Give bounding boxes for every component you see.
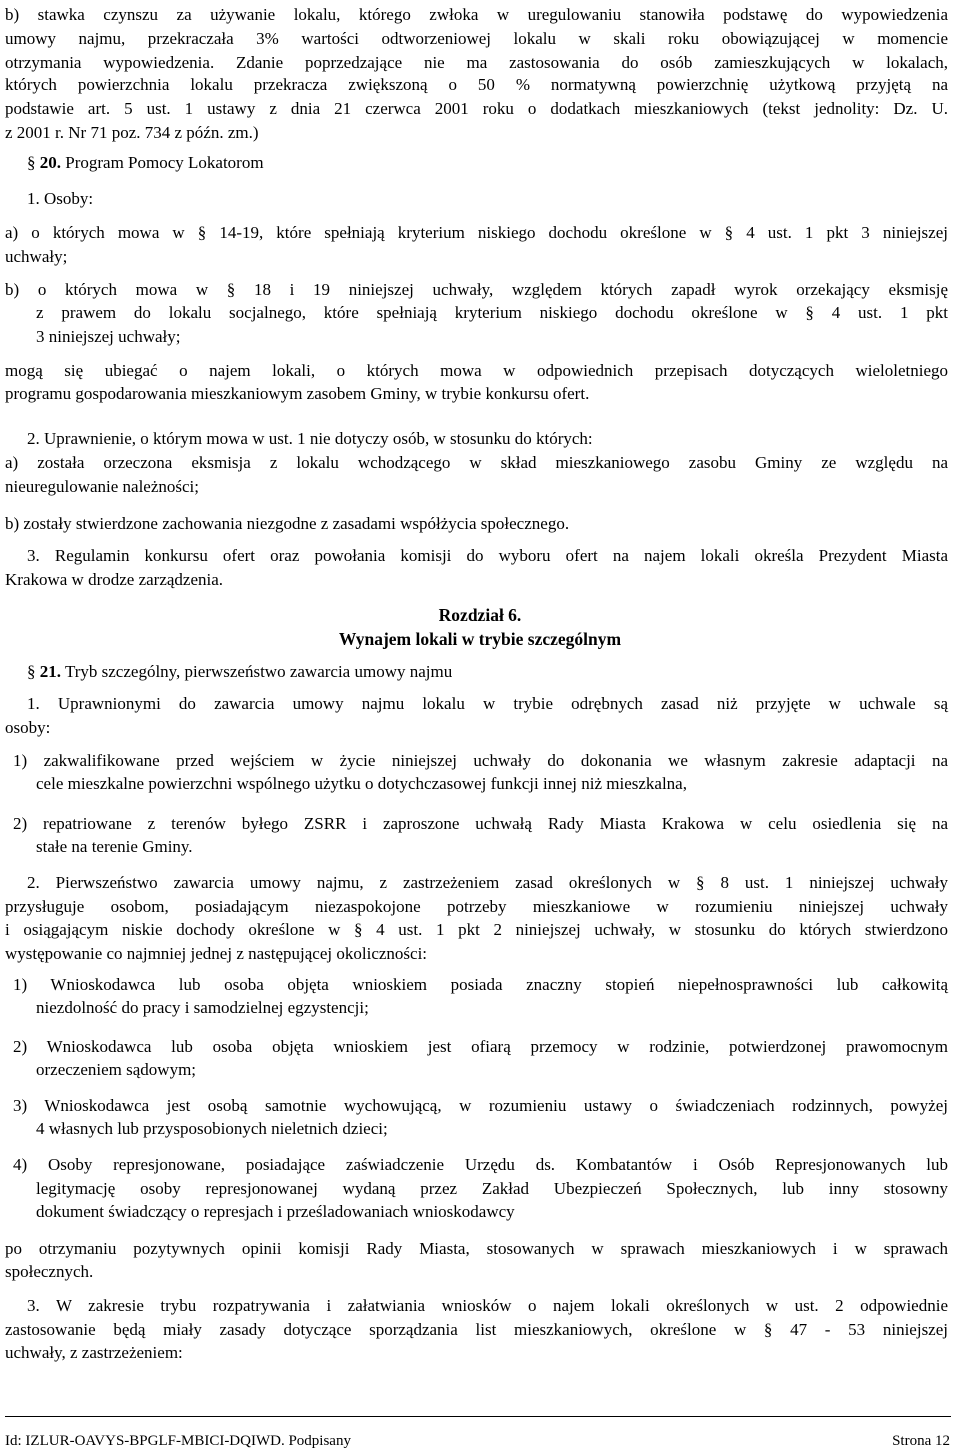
s20-mog-line: mogą się ubiegać o najem lokali, o których mowa w odpowiednich przepisach dotyczących wieloletniego (5, 361, 948, 380)
s21-1-2-line: stałe na terenie Gminy. (36, 837, 193, 856)
p1-line: umowy najmu, przekraczała 3% wartości odtworzeniowej lokalu w skali roku obowiązującej w momencie (5, 29, 948, 48)
p1-line: z 2001 r. Nr 71 poz. 734 z późn. zm.) (5, 123, 259, 142)
s21-3-line: zastosowanie będą miały zasady dotyczące sporządzania list mieszkaniowych, określone w § 47 - 53 niniejszej (5, 1320, 948, 1339)
section-number: 21. (39, 662, 61, 681)
s21-2-line: występowanie co najmniej jednej z następującej okoliczności: (5, 944, 428, 963)
section-sign: § (27, 662, 40, 681)
s21-2-3-line: 4 własnych lub przysposobionych nieletnich dzieci; (36, 1119, 388, 1138)
s20-b-line: b) o których mowa w § 18 i 19 niniejszej uchwały, względem których zapadł wyrok orzekający eksmisję (5, 280, 948, 299)
p1-line: otrzymania wypowiedzenia. Zdanie poprzedzające nie ma zastosowania do osób zamieszkujących w lokalach, (5, 53, 948, 72)
s21-2-4-line: dokument świadczący o represjach i prześladowaniach wnioskodawcy (36, 1202, 515, 1221)
s20-2a-line: a) została orzeczona eksmisja z lokalu wchodzącego w skład mieszkaniowego zasobu Gminy ze względu na (5, 453, 948, 472)
s20-a-line: a) o których mowa w § 14-19, które spełniają kryterium niskiego dochodu określone w § 4 ust. 1 pkt 3 niniejszej (5, 223, 948, 242)
s21-2-4-line: 4) Osoby represjonowane, posiadające zaświadczenie Urzędu ds. Kombatantów i Osób Represjonowanych lub (13, 1155, 948, 1174)
s20-3-line: Krakowa w drodze zarządzenia. (5, 570, 224, 589)
s21-3-line: uchwały, z zastrzeżeniem: (5, 1343, 183, 1362)
s21-2-line: przysługuje osobom, posiadającym niezaspokojone potrzeby mieszkaniowe w rozumieniu niniejszej uchwały (5, 897, 948, 916)
section-title: Program Pomocy Lokatorom (61, 153, 264, 172)
s21-3-line: 3. W zakresie trybu rozpatrywania i załatwiania wniosków o najem lokali określonych w ust. 2 odpowiednie (27, 1296, 948, 1315)
s21-heading (27, 661, 452, 684)
section-sign: § (27, 153, 40, 172)
s21-2-1-line: niezdolność do pracy i samodzielnej egzystencji; (36, 998, 369, 1017)
s21-2-1-line: 1) Wnioskodawca lub osoba objęta wnioskiem posiada znaczny stopień niepełnosprawności lub całkowitą (13, 975, 948, 994)
s20-2b-line: b) zostały stwierdzone zachowania niezgodne z zasadami współżycia społecznego. (5, 514, 570, 533)
s21-po-line: po otrzymaniu pozytywnych opinii komisji Rady Miasta, stosowanych w sprawach mieszkaniowych i w sprawach (5, 1239, 948, 1258)
chapter-title: Wynajem lokali w trybie szczególnym (338, 629, 622, 649)
footer-document-id: Id: IZLUR-OAVYS-BPGLF-MBICI-DQIWD. Podpisany (5, 1433, 351, 1449)
s21-1-2-line: 2) repatriowane z terenów byłego ZSRR i zaproszone uchwałą Rady Miasta Krakowa w celu osiedlenia się na (13, 814, 948, 833)
s21-1-1-line: 1) zakwalifikowane przed wejściem w życie niniejszej uchwały do dokonania we własnym zakresie adaptacji na (13, 751, 948, 770)
s21-1-line: 1. Uprawnionymi do zawarcia umowy najmu lokalu w trybie odrębnych zasad niż przyjęte w uchwale są (27, 694, 948, 713)
s21-2-2-line: 2) Wnioskodawca lub osoba objęta wnioskiem jest ofiarą przemocy w rodzinie, potwierdzonej prawomocnym (13, 1037, 948, 1056)
s21-2-line: 2. Pierwszeństwo zawarcia umowy najmu, z zastrzeżeniem zasad określonych w § 8 ust. 1 niniejszej uchwały (27, 873, 948, 892)
s20-1-line: 1. Osoby: (27, 189, 94, 208)
s20-2-line: 2. Uprawnienie, o którym mowa w ust. 1 nie dotyczy osób, w stosunku do których: (27, 429, 593, 448)
s20-b-line: 3 niniejszej uchwały; (36, 327, 181, 346)
section-title: Tryb szczególny, pierwszeństwo zawarcia umowy najmu (61, 662, 453, 681)
p1-line: podstawie art. 5 ust. 1 ustawy z dnia 21 czerwca 2001 roku o dodatkach mieszkaniowych (tekst jednolity: Dz. U. (5, 99, 948, 118)
p1-line: b) stawka czynszu za używanie lokalu, którego zwłoka w uregulowaniu stanowiła podstawę do wypowiedzenia (5, 5, 948, 24)
s21-1-1-line: cele mieszkalne powierzchni wspólnego użytku o dotychczasowej funkcji innej niż mieszkalna, (36, 774, 687, 793)
s20-heading (27, 152, 264, 175)
s21-1-line: osoby: (5, 718, 51, 737)
s20-a-line: uchwały; (5, 247, 68, 266)
s21-2-line: i osiągającym niskie dochody określone w § 4 ust. 1 pkt 2 niniejszej uchwały, w stosunku do których stwierdzono (5, 920, 948, 939)
footer-divider (5, 1416, 951, 1417)
s21-2-2-line: orzeczeniem sądowym; (36, 1060, 197, 1079)
p1-line: których powierzchnia lokalu przekracza zwiększoną o 50 % normatywną powierzchnię użytkową przyjętą na (5, 75, 948, 94)
s20-3-line: 3. Regulamin konkursu ofert oraz powołania komisji do wyboru ofert na najem lokali określa Prezydent Miasta (27, 546, 948, 565)
chapter-number: Rozdział 6. (438, 605, 522, 625)
section-number: 20. (39, 153, 61, 172)
s20-2a-line: nieuregulowanie należności; (5, 477, 200, 496)
s21-2-3-line: 3) Wnioskodawca jest osobą samotnie wychowującą, w rozumieniu ustawy o świadczeniach rodzinnych, powyżej (13, 1096, 948, 1115)
s21-po-line: społecznych. (5, 1262, 94, 1281)
footer-page-number: Strona 12 (892, 1433, 950, 1449)
s21-2-4-line: legitymację osoby represjonowanej wydaną przez Zakład Ubezpieczeń Społecznych, lub inny stosowny (36, 1179, 948, 1198)
s20-b-line: z prawem do lokalu socjalnego, które spełniają kryterium niskiego dochodu określone w § 4 ust. 1 pkt (36, 303, 948, 322)
s20-mog-line: programu gospodarowania mieszkaniowym zasobem Gminy, w trybie konkursu ofert. (5, 384, 590, 403)
